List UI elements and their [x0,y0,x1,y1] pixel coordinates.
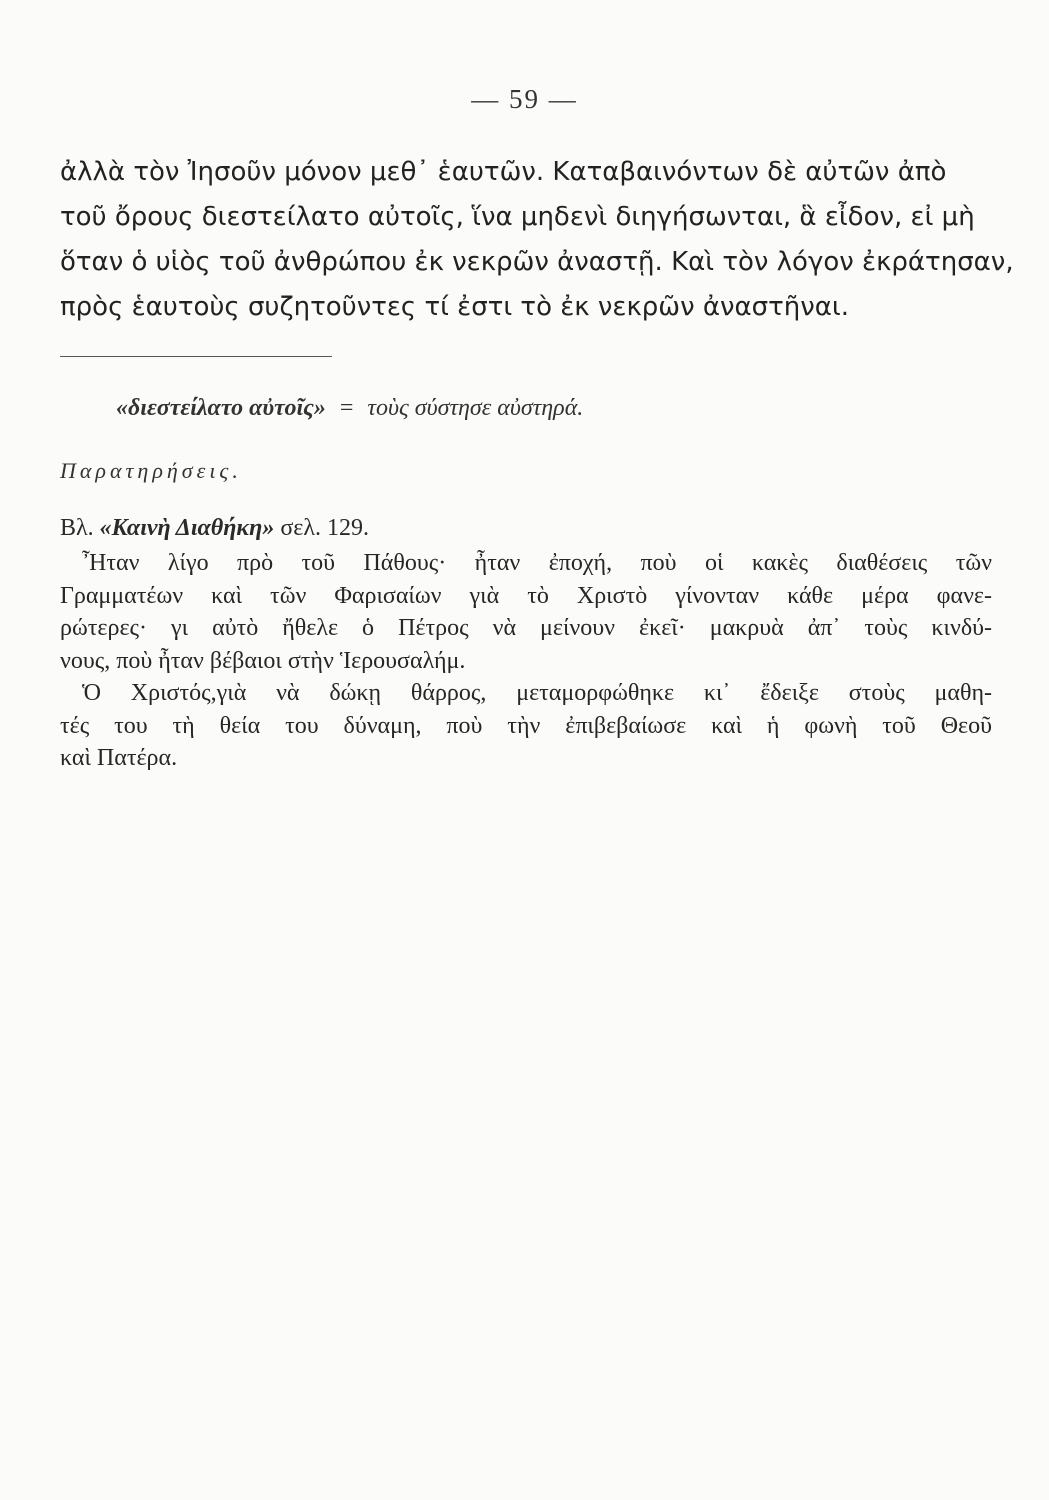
remarks-heading: Παρατηρήσεις. [60,458,242,483]
word-gloss [116,395,583,422]
commentary-text [60,547,992,775]
bible-reference [60,515,369,542]
scripture-line: πρὸς ἑαυτοὺς συζητοῦντες τί ἐστι τὸ ἐκ νεκρῶν ἀναστῆναι. [60,292,849,322]
page-number: — 59 — [471,84,578,114]
reference-prefix: Βλ. [60,515,94,541]
commentary-line: τές του τὴ θεία του δύναμη, ποὺ τὴν ἐπιβεβαίωσε καὶ ἡ φωνὴ τοῦ Θεοῦ [60,712,992,739]
commentary-line: νους, ποὺ ἦταν βέβαιοι στὴν Ἱερουσαλήμ. [60,647,466,674]
footnote-divider [60,356,332,357]
commentary-line: ρώτερες· γι αὐτὸ ἤθελε ὁ Πέτρος νὰ μείνουν ἐκεῖ· μακρυὰ ἀπ᾽ τοὺς κινδύ- [60,615,992,641]
scripture-passage [60,150,1014,330]
commentary-line: καὶ Πατέρα. [60,745,178,771]
scripture-line: ἀλλὰ τὸν Ἰησοῦν μόνον μεθ᾽ ἑαυτῶν. Καταβαινόντων δὲ αὐτῶν ἀπὸ [60,157,947,187]
commentary-line: Γραμματέων καὶ τῶν Φαρισαίων γιὰ τὸ Χριστὸ γίνονταν κάθε μέρα φανε- [60,582,992,609]
reference-page: σελ. 129. [280,515,369,541]
gloss-equals: = [339,395,354,421]
commentary-line: Ἦταν λίγο πρὸ τοῦ Πάθους· ἦταν ἐποχή, ποὺ οἱ κακὲς διαθέσεις τῶν [82,550,992,576]
scripture-line: ὅταν ὁ υἱὸς τοῦ ἀνθρώπου ἐκ νεκρῶν ἀναστῇ. Καὶ τὸν λόγον ἐκράτησαν, [60,247,1014,277]
gloss-term: «διεστείλατο αὐτοῖς» [116,395,326,421]
reference-title: «Καινὴ Διαθήκη» [99,515,275,541]
commentary-line: Ὁ Χριστός,γιὰ νὰ δώκῃ θάρρος, μεταμορφώθηκε κι᾽ ἔδειξε στοὺς μαθη- [82,680,992,706]
scripture-line: τοῦ ὄρους διεστείλατο αὐτοῖς, ἵνα μηδενὶ διηγήσωνται, ἃ εἶδον, εἰ μὴ [60,202,975,232]
gloss-definition: τοὺς σύστησε αὐστηρά. [367,395,584,421]
